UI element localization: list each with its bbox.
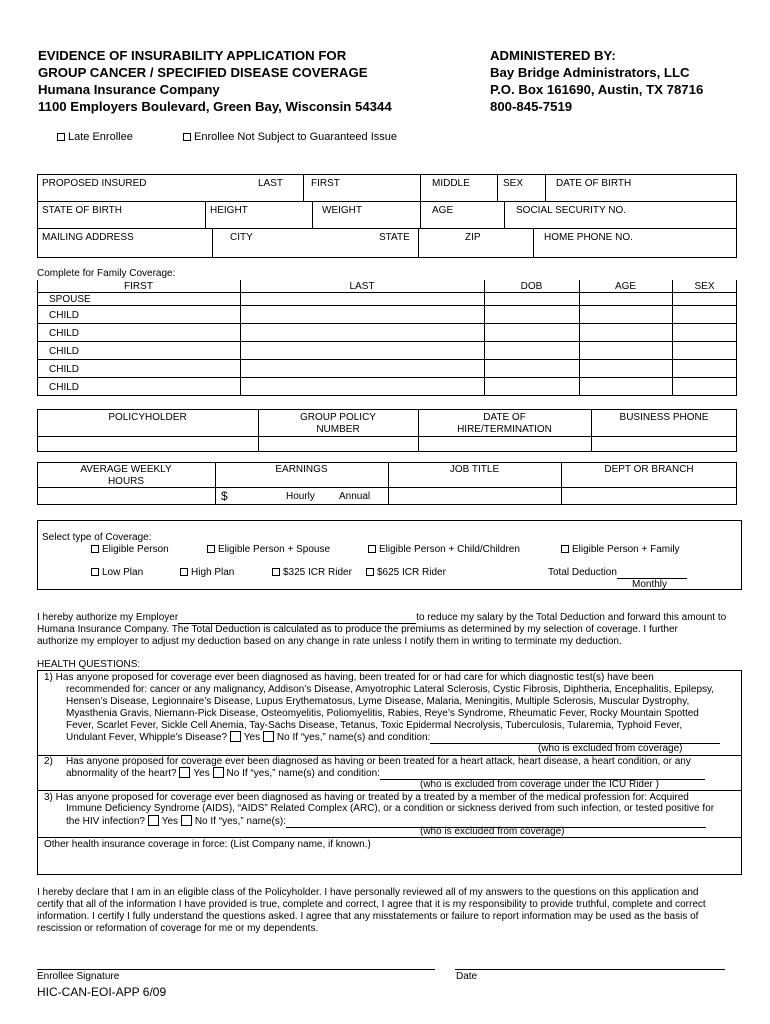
family-row-child: CHILD [49,346,80,357]
first-name-label: FIRST [311,178,340,189]
hire-termination-label: HIRE/TERMINATION [457,424,552,435]
form-title: EVIDENCE OF INSURABILITY APPLICATION FOR [38,48,347,63]
declaration-line-4: rescission or reformation of coverage for me or my dependents. [37,923,319,934]
select-coverage-label: Select type of Coverage: [42,532,152,543]
insurer-name: Humana Insurance Company [38,82,220,97]
signature-line[interactable] [37,969,435,970]
ssn-label: SOCIAL SECURITY NO. [516,205,627,216]
low-plan-option[interactable]: Low Plan [91,567,143,579]
family-col-first: FIRST [124,281,153,292]
declaration-line-2: certify that all of the information I have provided is true, complete and correct, I agree that it is my responsibility to provide truthful, complete and correct [37,899,706,910]
checkbox-icon[interactable] [561,545,569,553]
not-subject-option[interactable]: Enrollee Not Subject to Guaranteed Issue [183,131,397,143]
monthly-label: Monthly [632,579,668,590]
zip-label: ZIP [465,232,481,243]
date-of-birth-label: DATE OF BIRTH [556,178,632,189]
coverage-children-option[interactable]: Eligible Person + Child/Children [368,544,520,556]
signature-label: Enrollee Signature [37,971,120,982]
q1-line-6: Undulant Fever, Whipple’s Disease? Yes No If “yes,” name(s) and condition: [66,731,720,744]
checkbox-icon[interactable] [91,545,99,553]
form-header-left [38,47,392,115]
q2-no-checkbox[interactable] [213,767,224,778]
dept-branch-label: DEPT OR BRANCH [604,464,694,475]
authorize-line-2: Humana Insurance Company. The Total Deduction is calculated as to produce the premiums as determined by my selection of coverage. I further [37,624,678,635]
middle-name-label: MIDDLE [432,178,470,189]
avg-weekly-label: AVERAGE WEEKLY [80,464,172,475]
hours-label: HOURS [107,476,145,487]
proposed-insured-label: PROPOSED INSURED [42,178,147,189]
administrator-phone: 800-845-7519 [490,99,573,114]
checkbox-icon[interactable] [368,545,376,553]
date-label: Date [456,971,478,982]
late-enrollee-option[interactable]: Late Enrollee [57,131,133,143]
family-row-spouse: SPOUSE [49,294,91,305]
coverage-family-option[interactable]: Eligible Person + Family [561,544,680,556]
checkbox-icon[interactable] [272,568,280,576]
insurer-address: 1100 Employers Boulevard, Green Bay, Wisconsin 54344 [38,99,392,114]
authorize-line-3: authorize my employer to adjust my deduction based on any change in rate unless I notify them in writing to terminate my deduction. [37,636,622,647]
administrator-name: Bay Bridge Administrators, LLC [490,65,690,80]
family-col-age: AGE [614,281,637,292]
group-policy-label: GROUP POLICY [300,412,376,423]
q1-line-1: 1) Has anyone proposed for coverage ever been diagnosed as having, been treated for or had care for which diagnostic test(s) have been [44,672,654,683]
family-col-last: LAST [349,281,375,292]
declaration-line-1: I hereby declare that I am in an eligible class of the Policyholder. I have personally reviewed all of my answers to the questions on this application and [37,887,699,898]
checkbox-icon[interactable] [180,568,188,576]
state-of-birth-label: STATE OF BIRTH [42,205,123,216]
checkbox-icon[interactable] [91,568,99,576]
q1-line-2: recommended for: cancer or any malignancy, Addison’s Disease, Amyotrophic Lateral Sclerosis, Cystic Fibrosis, Diphtheria, Encephalitis, Epilepsy, [66,684,715,695]
q3-excluded-note: (who is excluded from coverage) [420,826,565,837]
family-col-sex: SEX [694,281,715,292]
administered-by-label: ADMINISTERED BY: [490,48,616,63]
job-title-label: JOB TITLE [449,464,500,475]
checkbox-icon[interactable] [366,568,374,576]
q1-excluded-note: (who is excluded from coverage) [538,743,683,754]
q3-line-1: 3) Has anyone proposed for coverage ever been diagnosed as having or treated by a treated by a member of the medical profession for: Acquired [44,792,689,803]
q2-excluded-note: (who is excluded from coverage under the ICU Rider ) [420,779,659,790]
q1-yes-checkbox[interactable] [230,731,241,742]
policyholder-label: POLICYHOLDER [108,412,187,423]
authorize-line-1: I hereby authorize my Employer to reduce my salary by the Total Deduction and forward this amount to [37,612,727,623]
city-label: CITY [230,232,253,243]
coverage-spouse-option[interactable]: Eligible Person + Spouse [207,544,330,556]
q3-line-2: Immune Deficiency Syndrome (AIDS), “AIDS” Related Complex (ARC), or a condition or sickness derived from such infection, or tested positive for [66,803,715,814]
family-row-child: CHILD [49,364,80,375]
family-row-child: CHILD [49,328,80,339]
checkbox-icon[interactable] [57,133,65,141]
hourly-label: Hourly [286,491,315,502]
high-plan-option[interactable]: High Plan [180,567,234,579]
state-label: STATE [379,232,410,243]
business-phone-label: BUSINESS PHONE [619,412,709,423]
q3-no-checkbox[interactable] [181,815,192,826]
other-coverage-label: Other health insurance coverage in force: (List Company name, if known.) [44,839,371,850]
q1-no-checkbox[interactable] [263,731,274,742]
coverage-eligible-option[interactable]: Eligible Person [91,544,169,556]
annual-label: Annual [339,491,371,502]
administrator-address: P.O. Box 161690, Austin, TX 78716 [490,82,704,97]
age-label: AGE [432,205,454,216]
home-phone-label: HOME PHONE NO. [544,232,633,243]
q1-line-4: Myasthenia Gravis, Niemann-Pick Disease, Osteomyelitis, Poliomyelitis, Rabies, Reye’s Syndrome, Rheumatic Fever, Rocky Mountain Spotted [66,708,699,719]
q2-line-2: abnormality of the heart? Yes No If “yes,” name(s) and condition: [66,767,705,780]
last-name-label: LAST [258,178,284,189]
q2-yes-checkbox[interactable] [179,767,190,778]
family-col-dob: DOB [520,281,543,292]
q2-number: 2) [44,756,53,767]
icr625-option[interactable]: $625 ICR Rider [366,567,446,579]
mailing-address-label: MAILING ADDRESS [42,232,134,243]
employer-name-field[interactable] [178,612,416,624]
checkbox-icon[interactable] [207,545,215,553]
declaration-line-3: information. I certify I fully understand the questions asked. I agree that any misstatements or failure to report information may be used as the basis of [37,911,699,922]
q3-line-3: the HIV infection? Yes No If “yes,” name(s): [66,815,706,828]
height-label: HEIGHT [210,205,248,216]
weight-label: WEIGHT [322,205,362,216]
date-of-label: DATE OF [483,412,526,423]
family-row-child: CHILD [49,382,80,393]
form-header-right [490,47,703,115]
checkbox-icon[interactable] [183,133,191,141]
icr325-option[interactable]: $325 ICR Rider [272,567,352,579]
q3-yes-checkbox[interactable] [148,815,159,826]
sex-label: SEX [503,178,524,189]
total-deduction-label: Total Deduction [548,567,687,579]
q1-line-3: Hensen’s Disease, Legionnaire’s Disease, Lupus Erythematosus, Lyme Disease, Malaria, Meningitis, Multiple Sclerosis, Muscular Dystrophy, [66,696,690,707]
dollar-sign: $ [221,489,228,503]
q2-line-1: Has anyone proposed for coverage ever been diagnosed as having or been treated for a heart attack, heart disease, a heart condition, or any [66,756,691,767]
form-code: HIC-CAN-EOI-APP 6/09 [37,985,167,999]
family-row-child: CHILD [49,310,80,321]
health-questions-title: HEALTH QUESTIONS: [37,659,141,670]
group-policy-number-label: NUMBER [316,424,360,435]
total-deduction-field[interactable] [617,567,687,579]
family-coverage-caption: Complete for Family Coverage: [37,268,176,279]
form-subtitle: GROUP CANCER / SPECIFIED DISEASE COVERAGE [38,65,368,80]
earnings-label: EARNINGS [275,464,328,475]
date-line[interactable] [455,969,725,970]
q1-line-5: Fever, Scarlet Fever, Sickle Cell Anemia, Tay-Sachs Disease, Tetanus, Toxic Epidermal Necrolysis, Tuberculosis, Tularemia, Typhoid Fever, [66,720,683,731]
